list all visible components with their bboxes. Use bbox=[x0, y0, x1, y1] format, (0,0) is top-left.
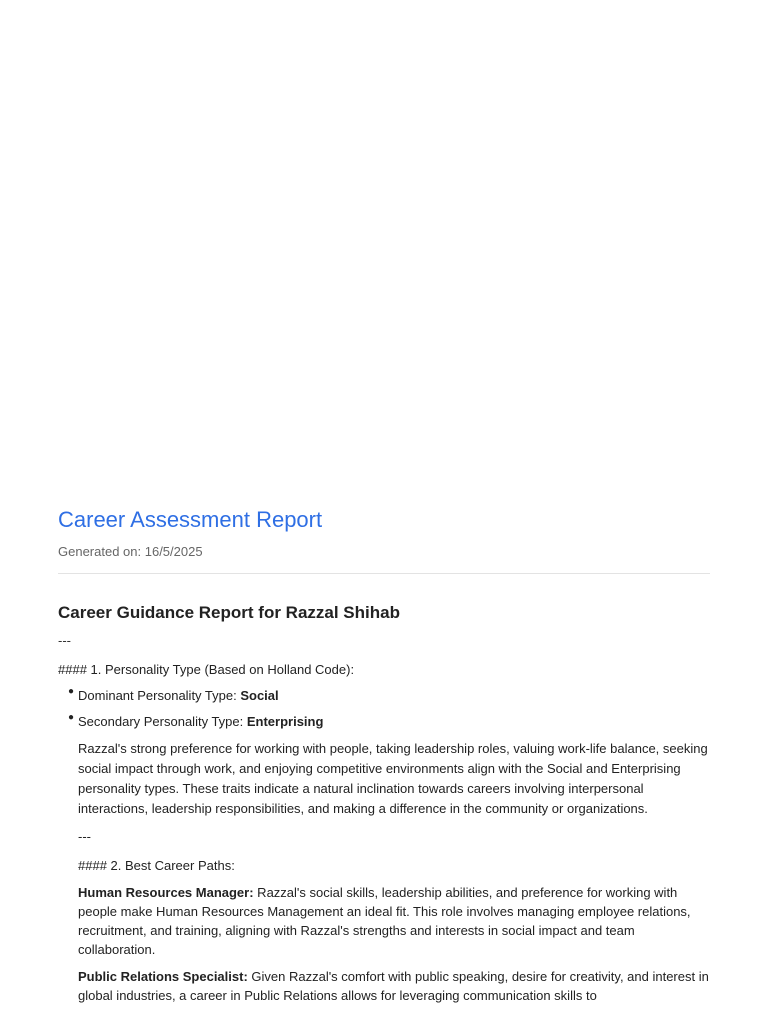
career-text: Razzal's social skills, leadership abilities, and preference for working with people make Human Resources Management an ideal fit. This role involves managing employee relations, recruitment, and training, aligning with Razzal's strengths and interests in social impact and team collaboration. bbox=[78, 885, 691, 957]
career-text: Given Razzal's comfort with public speaking, desire for creativity, and interest in global industries, a career in Public Relations allows for leveraging communication skills to bbox=[78, 969, 709, 1003]
trait-label: Secondary Personality Type: bbox=[78, 714, 247, 729]
list-item bbox=[68, 713, 710, 731]
personality-summary: Razzal's strong preference for working with people, taking leadership roles, valuing work-life balance, seeking social impact through work, and enjoying competitive environments align with the Social and Enterprising personality types. These traits indicate a natural inclination towards careers involving interpersonal interactions, leadership responsibilities, and making a difference in the community or organizations. bbox=[78, 741, 708, 816]
trait-label: Dominant Personality Type: bbox=[78, 688, 241, 703]
generated-date: Generated on: 16/5/2025 bbox=[58, 544, 203, 559]
trait-value: Social bbox=[240, 688, 279, 703]
trait-value: Enterprising bbox=[246, 714, 324, 729]
report-title: Career Assessment Report bbox=[58, 507, 323, 532]
separator-1: --- bbox=[58, 633, 71, 648]
career-item bbox=[58, 967, 710, 1005]
divider bbox=[58, 573, 710, 574]
section-1-body bbox=[58, 739, 710, 875]
separator-2: --- bbox=[78, 829, 91, 844]
personality-list bbox=[58, 687, 710, 731]
bullet-icon: ● bbox=[68, 712, 75, 723]
career-title: Human Resources Manager: bbox=[78, 885, 254, 900]
career-title: Public Relations Specialist: bbox=[78, 969, 248, 984]
section-2-heading: #### 2. Best Career Paths: bbox=[78, 858, 235, 873]
career-item bbox=[58, 883, 710, 959]
bullet-icon: ● bbox=[68, 686, 75, 697]
section-1-heading: #### 1. Personality Type (Based on Holland Code): bbox=[58, 662, 355, 677]
report-page bbox=[58, 506, 710, 1005]
guidance-title: Career Guidance Report for Razzal Shihab bbox=[58, 603, 400, 622]
list-item bbox=[68, 687, 710, 705]
